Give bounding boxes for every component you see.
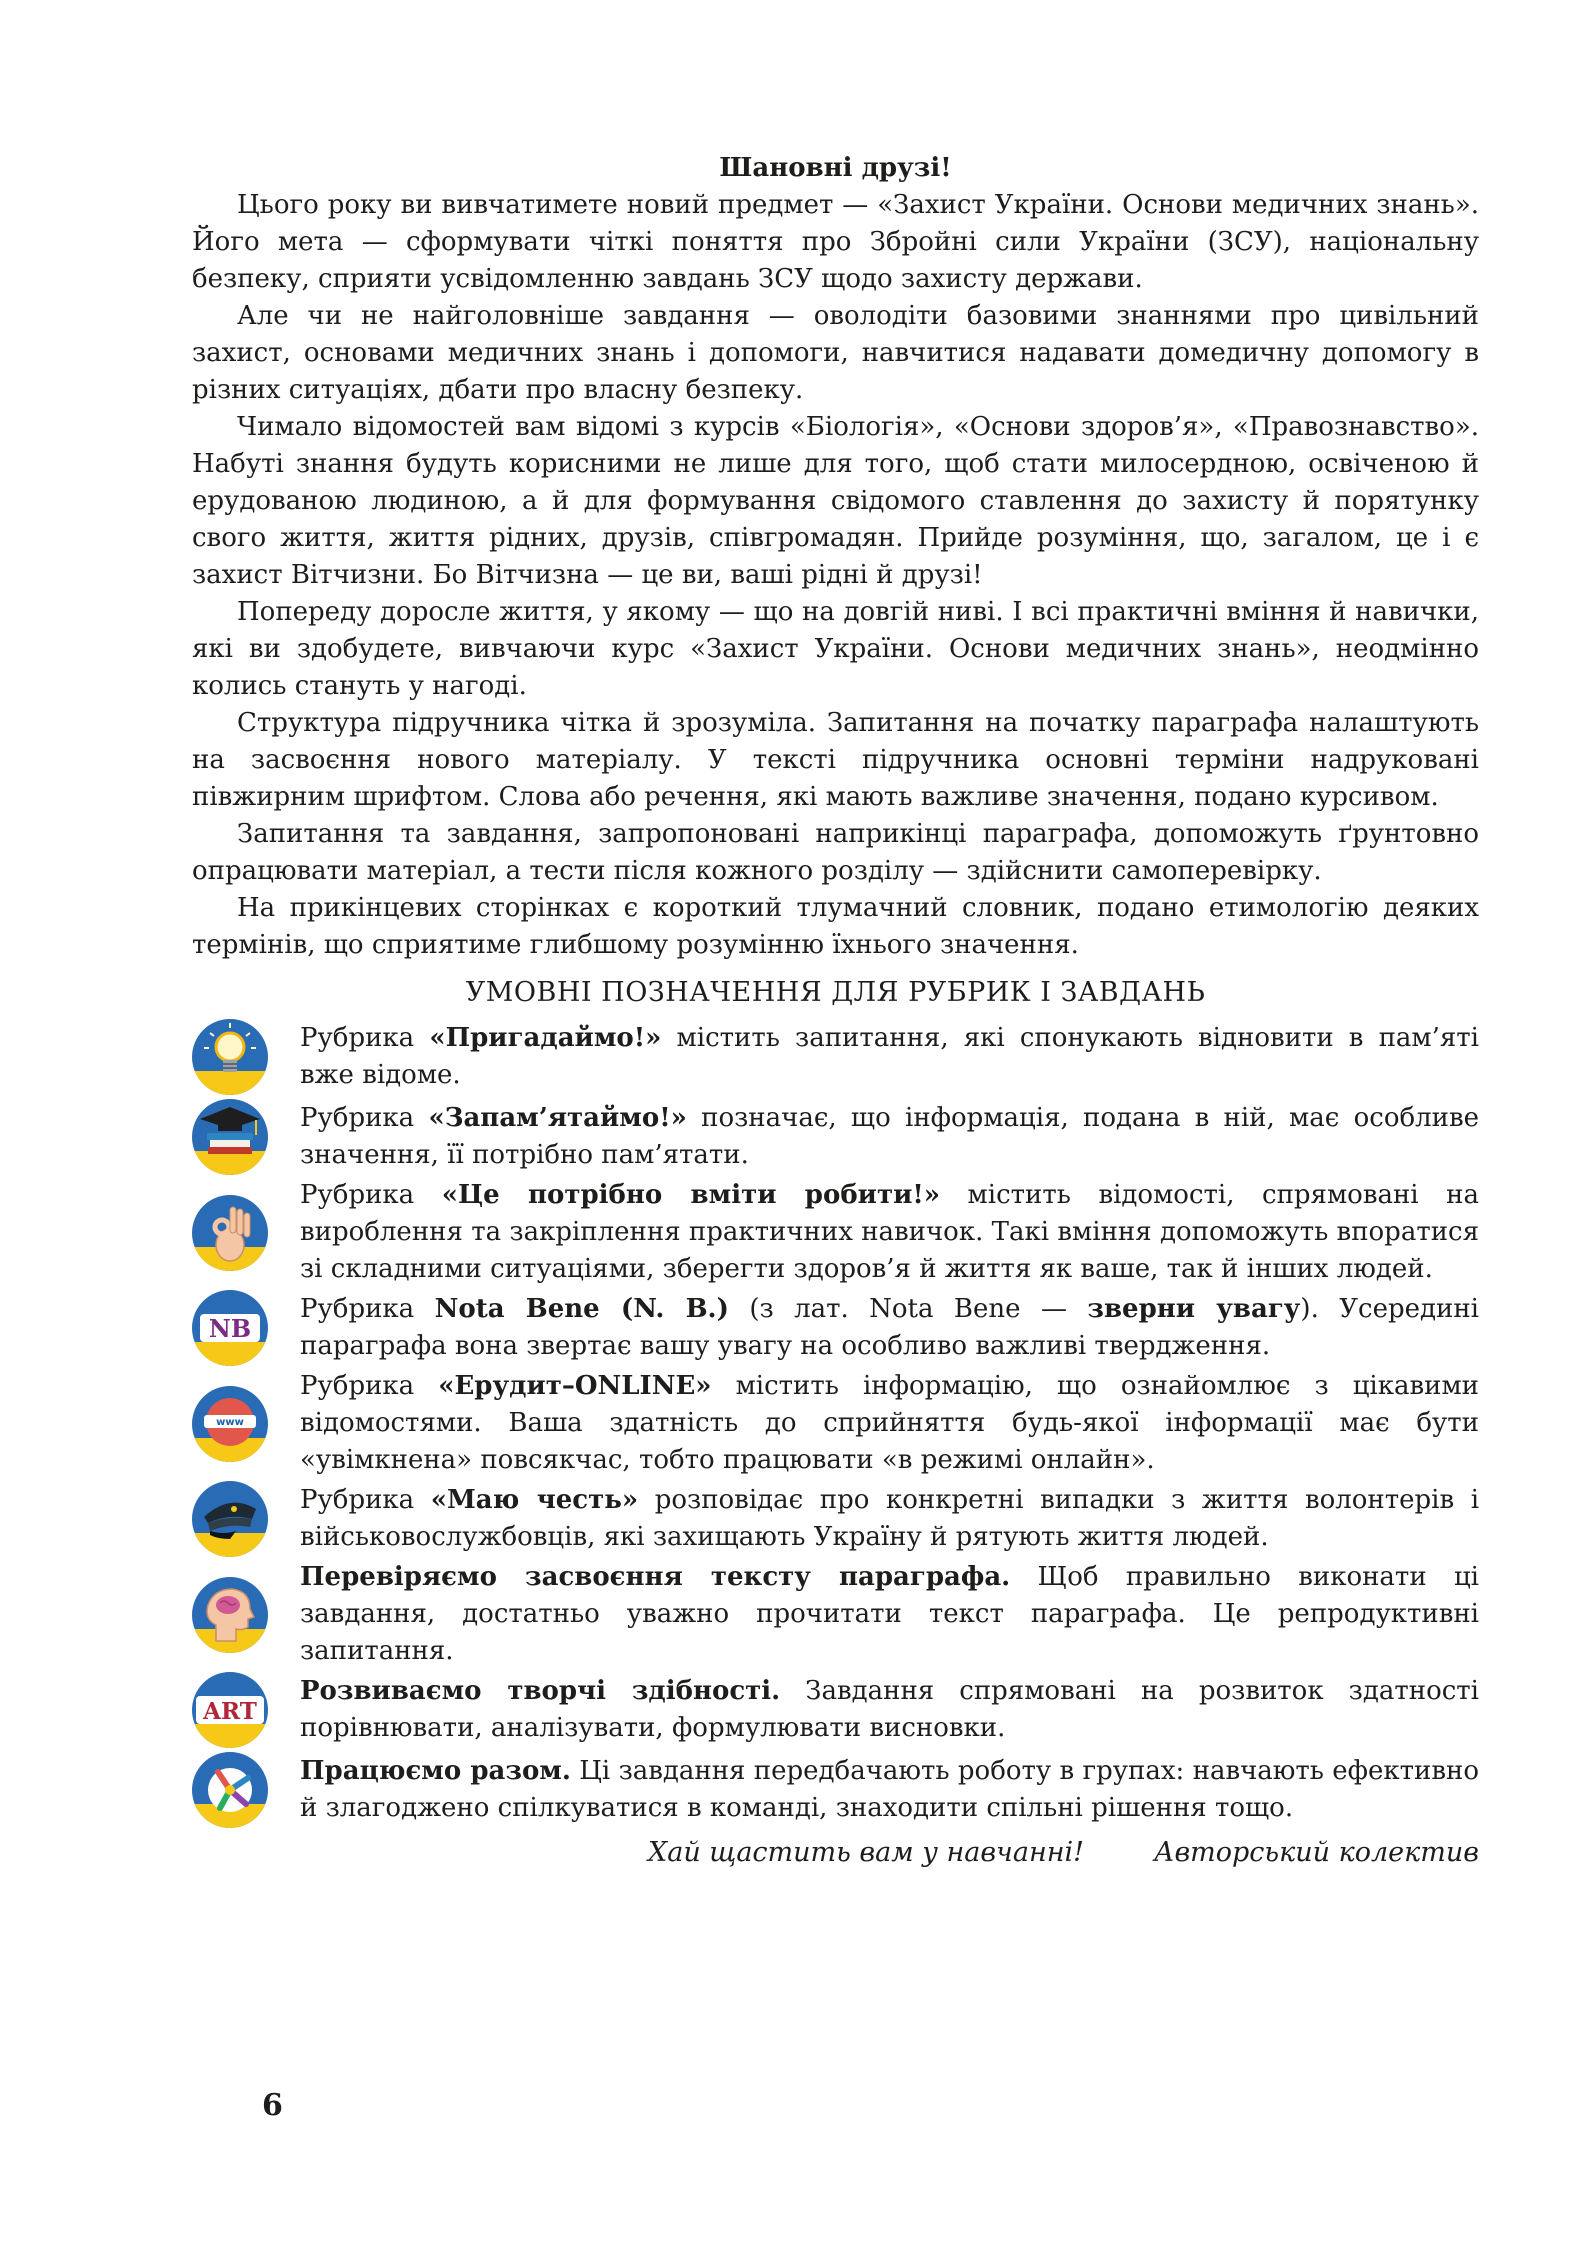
intro-paragraph: Чимало відомостей вам відомі з курсів «Біологія», «Основи здоров’я», «Правознавство». Набуті знання будуть корисними не лише для того, щоб стати милосердною, освіченою й ерудованою людиною, а й для формування свідомого ставлення до захисту й порятунку свого життя, життя рідних, друзів, співгромадян. Прийде розуміння, що, загалом, це і є захист Вітчизни. Бо Вітчизна — це ви, ваші рідні й друзі! xyxy=(192,412,1479,590)
page-number: 6 xyxy=(262,2088,283,2123)
legend-title: УМОВНІ ПОЗНАЧЕННЯ ДЛЯ РУБРИК І ЗАВДАНЬ xyxy=(465,977,1206,1008)
legend-item xyxy=(192,1097,1479,1177)
svg-text:NB: NB xyxy=(208,1314,252,1343)
legend-text: Розвиваємо творчі здібності. Завдання спрямовані на розвиток здатності порівнювати, аналізувати, формулювати висновки. xyxy=(300,1676,1479,1743)
legend-item xyxy=(192,1177,1479,1288)
teamwork-icon xyxy=(190,1750,270,1830)
intro-paragraph: Цього року ви вивчатимете новий предмет — «Захист України. Основи медичних знань». Його мета — сформувати чіткі поняття про Збройні сили України (ЗСУ), національну безпеку, сприяти усвідомленню завдань ЗСУ щодо захисту держави. xyxy=(192,190,1479,294)
closing-line xyxy=(192,1834,1479,1871)
legend-item xyxy=(192,1750,1479,1830)
legend-item xyxy=(192,1479,1479,1559)
nota-bene-icon xyxy=(190,1288,270,1368)
legend-text: Рубрика «Пригадаймо!» містить запитання, які спонукають відновити в пам’яті вже відоме. xyxy=(300,1023,1479,1090)
intro-paragraph: Але чи не найголовніше завдання — оволодіти базовими знаннями про цивільний захист, основами медичних знань і допомоги, навчитися надавати домедичну допомогу в різних ситуаціях, дбати про власну безпеку. xyxy=(192,301,1479,405)
closing-wish: Хай щастить вам у навчанні! xyxy=(648,1837,1084,1868)
www-icon xyxy=(190,1384,270,1464)
legend-list xyxy=(192,1017,1479,1830)
legend-item xyxy=(192,1670,1479,1750)
graduation-cap-icon xyxy=(190,1097,270,1177)
ok-hand-icon xyxy=(190,1193,270,1273)
legend-text: Рубрика «Запам’ятаймо!» позначає, що інформація, подана в ній, має особливе значення, її потрібно пам’ятати. xyxy=(300,1103,1480,1170)
legend-text: Рубрика «Ерудит–ONLINE» містить інформацію, що ознайомлює з цікавими відомостями. Ваша здатність до сприйняття будь-якої інформації має бути «увімкнена» повсякчас, тобто працювати «в режимі онлайн». xyxy=(300,1371,1479,1475)
intro-paragraph: Попереду доросле життя, у якому — що на довгій ниві. І всі практичні вміння й навички, які ви здобудете, вивчаючи курс «Захист України. Основи медичних знань», неодмінно колись стануть у нагоді. xyxy=(192,597,1479,701)
legend-text: Перевіряємо засвоєння тексту параграфа. Щоб правильно виконати ці завдання, достатньо уважно прочитати текст параграфа. Це репродуктивні запитання. xyxy=(300,1562,1480,1666)
svg-text:ART: ART xyxy=(203,1698,257,1725)
legend-text: Рубрика Nota Bene (N. B.) (з лат. Nota Bene — зверни увагу). Усередині параграфа вона звертає вашу увагу на особливо важливі твердження. xyxy=(300,1294,1479,1361)
art-icon xyxy=(190,1670,270,1750)
legend-text: Рубрика «Маю честь» розповідає про конкретні випадки з життя волонтерів і військовослужбовців, які захищають Україну й рятують життя людей. xyxy=(300,1485,1480,1552)
brain-icon xyxy=(190,1575,270,1655)
intro-paragraph: Запитання та завдання, запропоновані наприкінці параграфа, допоможуть ґрунтовно опрацювати матеріал, а тести після кожного розділу — здійснити самоперевірку. xyxy=(192,819,1479,886)
intro-paragraph: Структура підручника чітка й зрозуміла. Запитання на початку параграфа налаштують на засвоєння нового матеріалу. У тексті підручника основні терміни надруковані півжирним шрифтом. Слова або речення, які мають важливе значення, подано курсивом. xyxy=(192,708,1479,812)
svg-text:www: www xyxy=(216,1416,244,1428)
page-content xyxy=(192,150,1479,1871)
legend-text: Працюємо разом. Ці завдання передбачають роботу в групах: навчають ефективно й злагоджено спілкуватися в команді, знаходити спільні рішення тощо. xyxy=(300,1756,1479,1823)
closing-author: Авторський колектив xyxy=(1154,1837,1479,1868)
legend-item xyxy=(192,1017,1479,1097)
legend-item xyxy=(192,1368,1479,1479)
lightbulb-icon xyxy=(190,1017,270,1097)
page-title: Шановні друзі! xyxy=(719,153,952,183)
military-cap-icon xyxy=(190,1479,270,1559)
intro-paragraph: На прикінцевих сторінках є короткий тлумачний словник, подано етимологію деяких термінів, що сприятиме глибшому розумінню їхнього значення. xyxy=(192,893,1479,960)
legend-text: Рубрика «Це потрібно вміти робити!» містить відомості, спрямовані на вироблення та закріплення практичних навичок. Такі вміння допоможуть впоратися зі складними ситуаціями, зберегти здоров’я й життя як ваше, так й інших людей. xyxy=(300,1180,1479,1284)
intro-text xyxy=(192,187,1479,964)
legend-item xyxy=(192,1559,1479,1670)
legend-item xyxy=(192,1288,1479,1368)
